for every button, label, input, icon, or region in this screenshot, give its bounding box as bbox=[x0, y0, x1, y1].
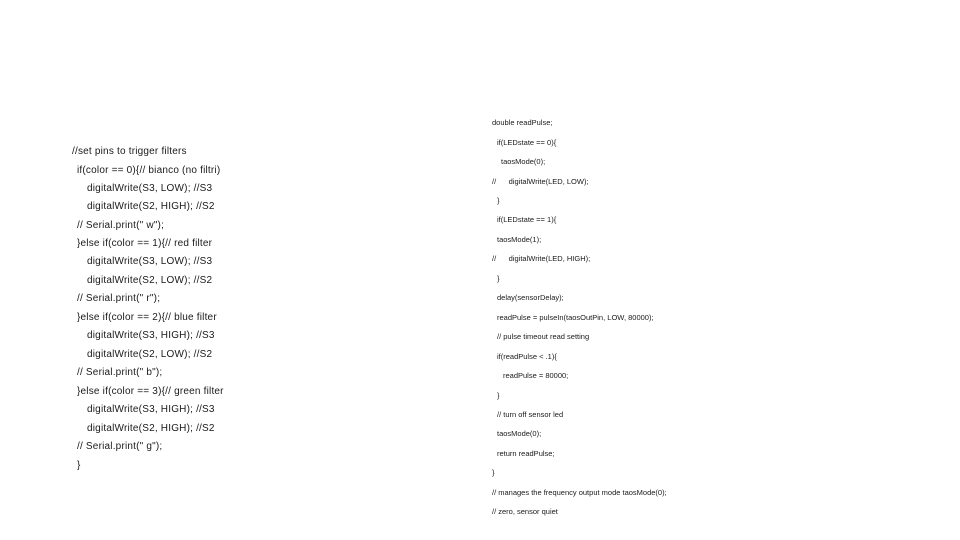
code-line: // turn off sensor led bbox=[497, 410, 564, 419]
code-line: digitalWrite(S2, LOW); //S2 bbox=[87, 275, 213, 286]
code-line: if(color == 0){// bianco (no filtri) bbox=[77, 165, 221, 176]
code-line: taosMode(0); bbox=[501, 157, 546, 166]
code-line: return readPulse; bbox=[497, 449, 555, 458]
code-line: // pulse timeout read setting bbox=[497, 332, 590, 341]
code-line: // Serial.print(" w"); bbox=[77, 220, 165, 231]
code-line: //set pins to trigger filters bbox=[72, 146, 187, 157]
code-line: }else if(color == 2){// blue filter bbox=[77, 312, 217, 323]
code-line: delay(sensorDelay); bbox=[497, 293, 564, 302]
code-line: readPulse = 80000; bbox=[503, 371, 569, 380]
code-line: if(LEDstate == 1){ bbox=[497, 215, 557, 224]
code-line: digitalWrite(S3, LOW); //S3 bbox=[87, 183, 213, 194]
code-line: digitalWrite(S3, HIGH); //S3 bbox=[87, 404, 215, 415]
code-line: if(LEDstate == 0){ bbox=[497, 138, 557, 147]
code-line: } bbox=[492, 468, 495, 477]
code-line: // Serial.print(" r"); bbox=[77, 293, 161, 304]
code-line: taosMode(0); bbox=[497, 429, 542, 438]
code-line: readPulse = pulseIn(taosOutPin, LOW, 80000); bbox=[497, 313, 654, 322]
code-line: // manages the frequency output mode taosMode(0); bbox=[492, 488, 667, 497]
code-line: digitalWrite(S3, HIGH); //S3 bbox=[87, 330, 215, 341]
code-line: // Serial.print(" g"); bbox=[77, 441, 163, 452]
code-line: digitalWrite(S2, HIGH); //S2 bbox=[87, 423, 215, 434]
code-line: digitalWrite(S2, HIGH); //S2 bbox=[87, 201, 215, 212]
code-line: // digitalWrite(LED, LOW); bbox=[492, 177, 589, 186]
code-line: if(readPulse < .1){ bbox=[497, 352, 557, 361]
code-line: }else if(color == 3){// green filter bbox=[77, 386, 224, 397]
code-line: // zero, sensor quiet bbox=[492, 507, 558, 516]
code-line: }else if(color == 1){// red filter bbox=[77, 238, 213, 249]
code-line: // Serial.print(" b"); bbox=[77, 367, 163, 378]
code-line: } bbox=[77, 460, 81, 471]
code-line: digitalWrite(S3, LOW); //S3 bbox=[87, 256, 213, 267]
code-line: double readPulse; bbox=[492, 118, 553, 127]
code-line: } bbox=[497, 274, 500, 283]
code-line: } bbox=[497, 391, 500, 400]
code-line: // digitalWrite(LED, HIGH); bbox=[492, 254, 591, 263]
code-line: digitalWrite(S2, LOW); //S2 bbox=[87, 349, 213, 360]
code-line: } bbox=[497, 196, 500, 205]
code-line: taosMode(1); bbox=[497, 235, 542, 244]
